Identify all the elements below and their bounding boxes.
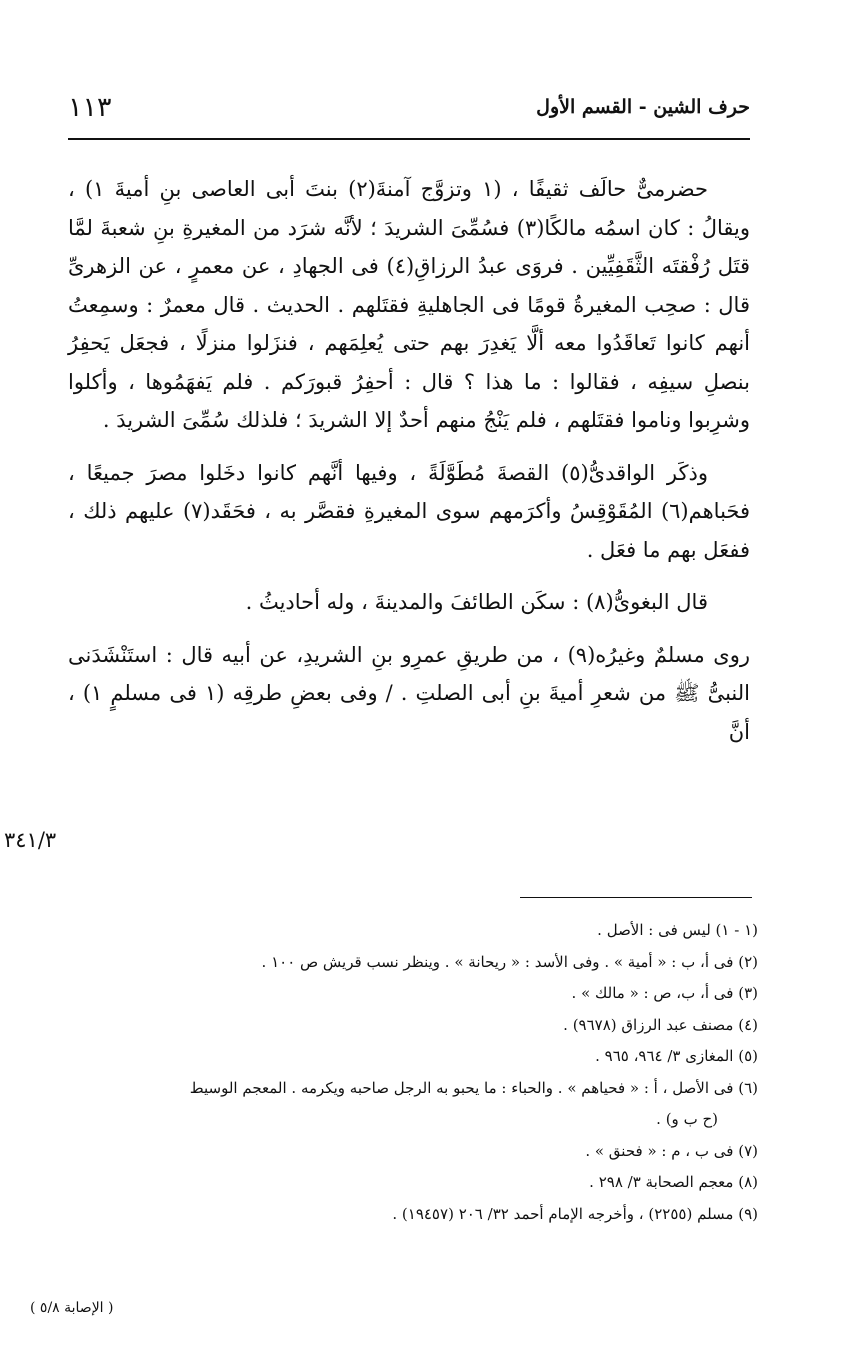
footnote-rule bbox=[520, 897, 752, 898]
page-header bbox=[68, 90, 750, 130]
main-text bbox=[68, 170, 750, 751]
paragraph-2: وذكَر الواقدىُّ(٥) القصةَ مُطَوَّلَةً ، وفيها أنَّهم كانوا دخَلوا مصرَ جميعًا ، فحَباهم(٦) المُقَوْقِسُ وأكرَمهم سوى المغيرةِ فقصَّر به ، فحَقَد(٧) عليهم ذلك ، ففعَل بهم ما فعَل . bbox=[68, 460, 750, 562]
paragraph-1: حضرمىٌّ حالَف ثقيفًا ، (١ وتزوَّج آمنةَ(٢) بنتَ أبى العاصى بنِ أميةَ ١) ، ويقالُ : كان اسمُه مالكًا(٣) فسُمِّىَ الشريدَ ؛ لأنَّه شرَد من المغيرةِ بنِ شعبةَ لمَّا قتَل رُفْقتَه الثَّقَفِيِّين . فروَى عبدُ الرزاقِ(٤) فى الجهادِ ، عن معمرٍ ، عن الزهرىِّ قال : صحِب المغيرةُ قومًا فى الجاهليةِ فقتَلهم . الحديث . قال معمرٌ : وسمِعتُ أنهم كانوا تَعاقَدُوا معه ألَّا يَغدِرَ بهم حتى يُعلِمَهم ، فنزَلوا منزلًا ، فجعَل يَحفِرُ بنصلِ سيفِه ، فقالوا : ما هذا ؟ قال : أحفِرُ قبورَكم . فلم يَفهَمُوها ، وأكلوا وشرِبوا وناموا فقتَلهم ، فلم يَنْجُ منهم أحدٌ إلا الشريدَ ؛ فلذلك سُمِّىَ الشريدَ . bbox=[68, 177, 751, 432]
page-number: ١١٣ bbox=[68, 92, 112, 123]
footnotes bbox=[68, 915, 758, 1230]
margin-reference: ٣٤١/٣ bbox=[4, 828, 57, 852]
paragraph-4: روى مسلمٌ وغيرُه(٩) ، من طريقِ عمرِو بنِ الشريدِ، عن أبيه قال : استَنْشَدَنى النبىُّ ﷺ من شعرِ أميةَ بنِ أبى الصلتِ . / وفى بعضِ طرقِه (١ فى مسلمٍ ١) ، أنَّ bbox=[68, 642, 750, 744]
footnote: (٤) مصنف عبد الرزاق (٩٦٧٨) . bbox=[563, 1015, 758, 1034]
footnote: (٢) فى أ، ب : « أمية » . وفى الأسد : « ريحانة » . وينظر نسب قريش ص ١٠٠ . bbox=[261, 952, 758, 971]
paragraph-3: قال البغوىُّ(٨) : سكَن الطائفَ والمدينةَ ، وله أحاديثُ . bbox=[245, 590, 708, 614]
footnote: (٧) فى ب ، م : « فحنق » . bbox=[585, 1141, 758, 1160]
header-rule bbox=[68, 138, 750, 140]
footnote: (٥) المغازى ٣/ ٩٦٤، ٩٦٥ . bbox=[595, 1047, 758, 1065]
source-reference: ( الإصابة ٥/٨ ) bbox=[30, 1300, 114, 1316]
footnote: (٣) فى أ، ب، ص : « مالك » . bbox=[571, 984, 758, 1002]
footnote: (٦) فى الأصل ، أ : « فحياهم » . والحباء : ما يحبو به الرجل صاحبه ويكرمه . المعجم الوسيط bbox=[189, 1078, 758, 1097]
footnote: (٩) مسلم (٢٢٥٥) ، وأخرجه الإمام أحمد ٣٢/ ٢٠٦ (١٩٤٥٧) . bbox=[392, 1204, 758, 1223]
footnote: (١ - ١) ليس فى : الأصل . bbox=[597, 921, 758, 939]
footnote-continuation: (ح ب و) . bbox=[656, 1110, 718, 1128]
footnote: (٨) معجم الصحابة ٣/ ٢٩٨ . bbox=[589, 1173, 758, 1191]
running-title: حرف الشين - القسم الأول bbox=[536, 96, 750, 118]
